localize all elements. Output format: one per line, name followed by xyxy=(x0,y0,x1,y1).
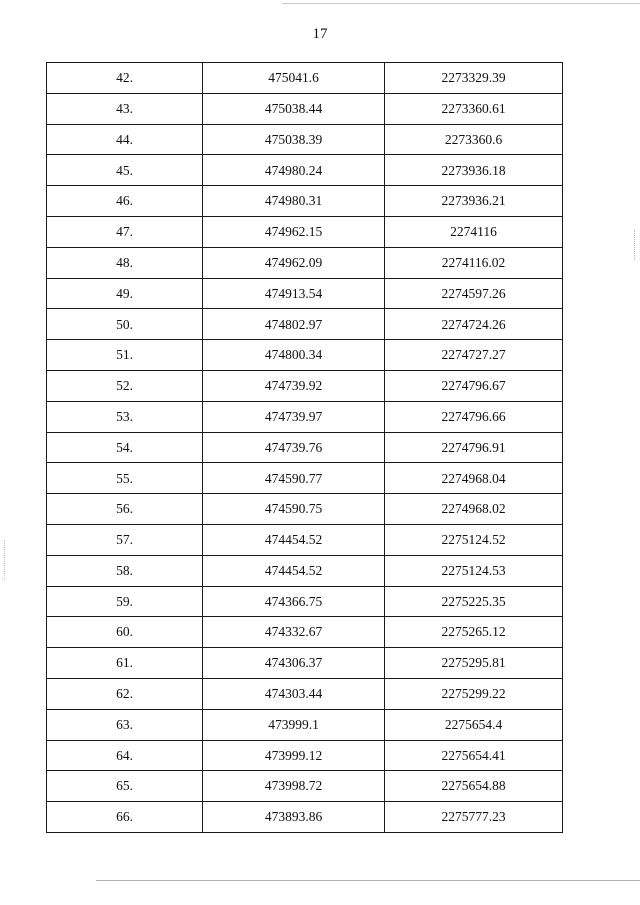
scan-artifact-right-edge xyxy=(634,230,635,260)
scan-artifact-left-edge xyxy=(4,540,5,580)
table-row xyxy=(47,802,563,833)
x-coordinate-cell: 474332.67 xyxy=(203,617,385,648)
point-number-cell: 62. xyxy=(47,678,203,709)
x-coordinate-cell: 474303.44 xyxy=(203,678,385,709)
point-number-cell: 60. xyxy=(47,617,203,648)
y-coordinate-cell: 2274968.04 xyxy=(385,463,563,494)
table-row xyxy=(47,709,563,740)
y-coordinate-cell: 2275777.23 xyxy=(385,802,563,833)
y-coordinate-cell: 2274597.26 xyxy=(385,278,563,309)
x-coordinate-cell: 474980.24 xyxy=(203,155,385,186)
point-number-cell: 45. xyxy=(47,155,203,186)
point-number-cell: 65. xyxy=(47,771,203,802)
coordinates-table xyxy=(46,62,563,833)
point-number-cell: 59. xyxy=(47,586,203,617)
x-coordinate-cell: 474800.34 xyxy=(203,340,385,371)
scan-artifact-bottom-line xyxy=(96,880,640,881)
table-row xyxy=(47,648,563,679)
x-coordinate-cell: 473998.72 xyxy=(203,771,385,802)
point-number-cell: 53. xyxy=(47,401,203,432)
point-number-cell: 51. xyxy=(47,340,203,371)
point-number-cell: 54. xyxy=(47,432,203,463)
table-row xyxy=(47,401,563,432)
y-coordinate-cell: 2273936.18 xyxy=(385,155,563,186)
x-coordinate-cell: 474980.31 xyxy=(203,186,385,217)
point-number-cell: 49. xyxy=(47,278,203,309)
x-coordinate-cell: 474590.77 xyxy=(203,463,385,494)
point-number-cell: 63. xyxy=(47,709,203,740)
point-number-cell: 55. xyxy=(47,463,203,494)
y-coordinate-cell: 2273360.6 xyxy=(385,124,563,155)
y-coordinate-cell: 2275299.22 xyxy=(385,678,563,709)
y-coordinate-cell: 2273936.21 xyxy=(385,186,563,217)
x-coordinate-cell: 474454.52 xyxy=(203,524,385,555)
coordinates-table-body xyxy=(47,63,563,833)
page-number: 17 xyxy=(312,26,328,42)
table-row xyxy=(47,93,563,124)
point-number-cell: 58. xyxy=(47,555,203,586)
x-coordinate-cell: 474913.54 xyxy=(203,278,385,309)
point-number-cell: 66. xyxy=(47,802,203,833)
y-coordinate-cell: 2275124.53 xyxy=(385,555,563,586)
x-coordinate-cell: 474366.75 xyxy=(203,586,385,617)
x-coordinate-cell: 473999.12 xyxy=(203,740,385,771)
x-coordinate-cell: 474306.37 xyxy=(203,648,385,679)
point-number-cell: 56. xyxy=(47,494,203,525)
y-coordinate-cell: 2274796.67 xyxy=(385,370,563,401)
y-coordinate-cell: 2274796.91 xyxy=(385,432,563,463)
point-number-cell: 64. xyxy=(47,740,203,771)
x-coordinate-cell: 474590.75 xyxy=(203,494,385,525)
table-row xyxy=(47,340,563,371)
table-row xyxy=(47,186,563,217)
x-coordinate-cell: 474802.97 xyxy=(203,309,385,340)
table-row xyxy=(47,771,563,802)
y-coordinate-cell: 2274724.26 xyxy=(385,309,563,340)
x-coordinate-cell: 474962.09 xyxy=(203,247,385,278)
point-number-cell: 42. xyxy=(47,63,203,94)
x-coordinate-cell: 473999.1 xyxy=(203,709,385,740)
table-row xyxy=(47,278,563,309)
table-row xyxy=(47,247,563,278)
table-row xyxy=(47,155,563,186)
y-coordinate-cell: 2275654.41 xyxy=(385,740,563,771)
table-row xyxy=(47,586,563,617)
y-coordinate-cell: 2273360.61 xyxy=(385,93,563,124)
table-row xyxy=(47,309,563,340)
table-row xyxy=(47,555,563,586)
x-coordinate-cell: 474739.76 xyxy=(203,432,385,463)
table-row xyxy=(47,432,563,463)
x-coordinate-cell: 475038.39 xyxy=(203,124,385,155)
point-number-cell: 44. xyxy=(47,124,203,155)
table-row xyxy=(47,524,563,555)
y-coordinate-cell: 2274116.02 xyxy=(385,247,563,278)
x-coordinate-cell: 474739.97 xyxy=(203,401,385,432)
y-coordinate-cell: 2274968.02 xyxy=(385,494,563,525)
x-coordinate-cell: 475038.44 xyxy=(203,93,385,124)
point-number-cell: 48. xyxy=(47,247,203,278)
point-number-cell: 61. xyxy=(47,648,203,679)
y-coordinate-cell: 2274796.66 xyxy=(385,401,563,432)
y-coordinate-cell: 2275654.88 xyxy=(385,771,563,802)
y-coordinate-cell: 2275265.12 xyxy=(385,617,563,648)
point-number-cell: 57. xyxy=(47,524,203,555)
x-coordinate-cell: 475041.6 xyxy=(203,63,385,94)
y-coordinate-cell: 2274116 xyxy=(385,216,563,247)
y-coordinate-cell: 2275654.4 xyxy=(385,709,563,740)
point-number-cell: 52. xyxy=(47,370,203,401)
table-row xyxy=(47,216,563,247)
table-row xyxy=(47,63,563,94)
y-coordinate-cell: 2275124.52 xyxy=(385,524,563,555)
table-row xyxy=(47,617,563,648)
point-number-cell: 46. xyxy=(47,186,203,217)
x-coordinate-cell: 474962.15 xyxy=(203,216,385,247)
y-coordinate-cell: 2275295.81 xyxy=(385,648,563,679)
table-row xyxy=(47,494,563,525)
table-row xyxy=(47,370,563,401)
y-coordinate-cell: 2275225.35 xyxy=(385,586,563,617)
x-coordinate-cell: 473893.86 xyxy=(203,802,385,833)
x-coordinate-cell: 474454.52 xyxy=(203,555,385,586)
table-row xyxy=(47,678,563,709)
table-row xyxy=(47,124,563,155)
point-number-cell: 43. xyxy=(47,93,203,124)
point-number-cell: 50. xyxy=(47,309,203,340)
point-number-cell: 47. xyxy=(47,216,203,247)
y-coordinate-cell: 2273329.39 xyxy=(385,63,563,94)
table-row xyxy=(47,740,563,771)
scan-artifact-top-line xyxy=(282,3,640,4)
x-coordinate-cell: 474739.92 xyxy=(203,370,385,401)
y-coordinate-cell: 2274727.27 xyxy=(385,340,563,371)
table-row xyxy=(47,463,563,494)
